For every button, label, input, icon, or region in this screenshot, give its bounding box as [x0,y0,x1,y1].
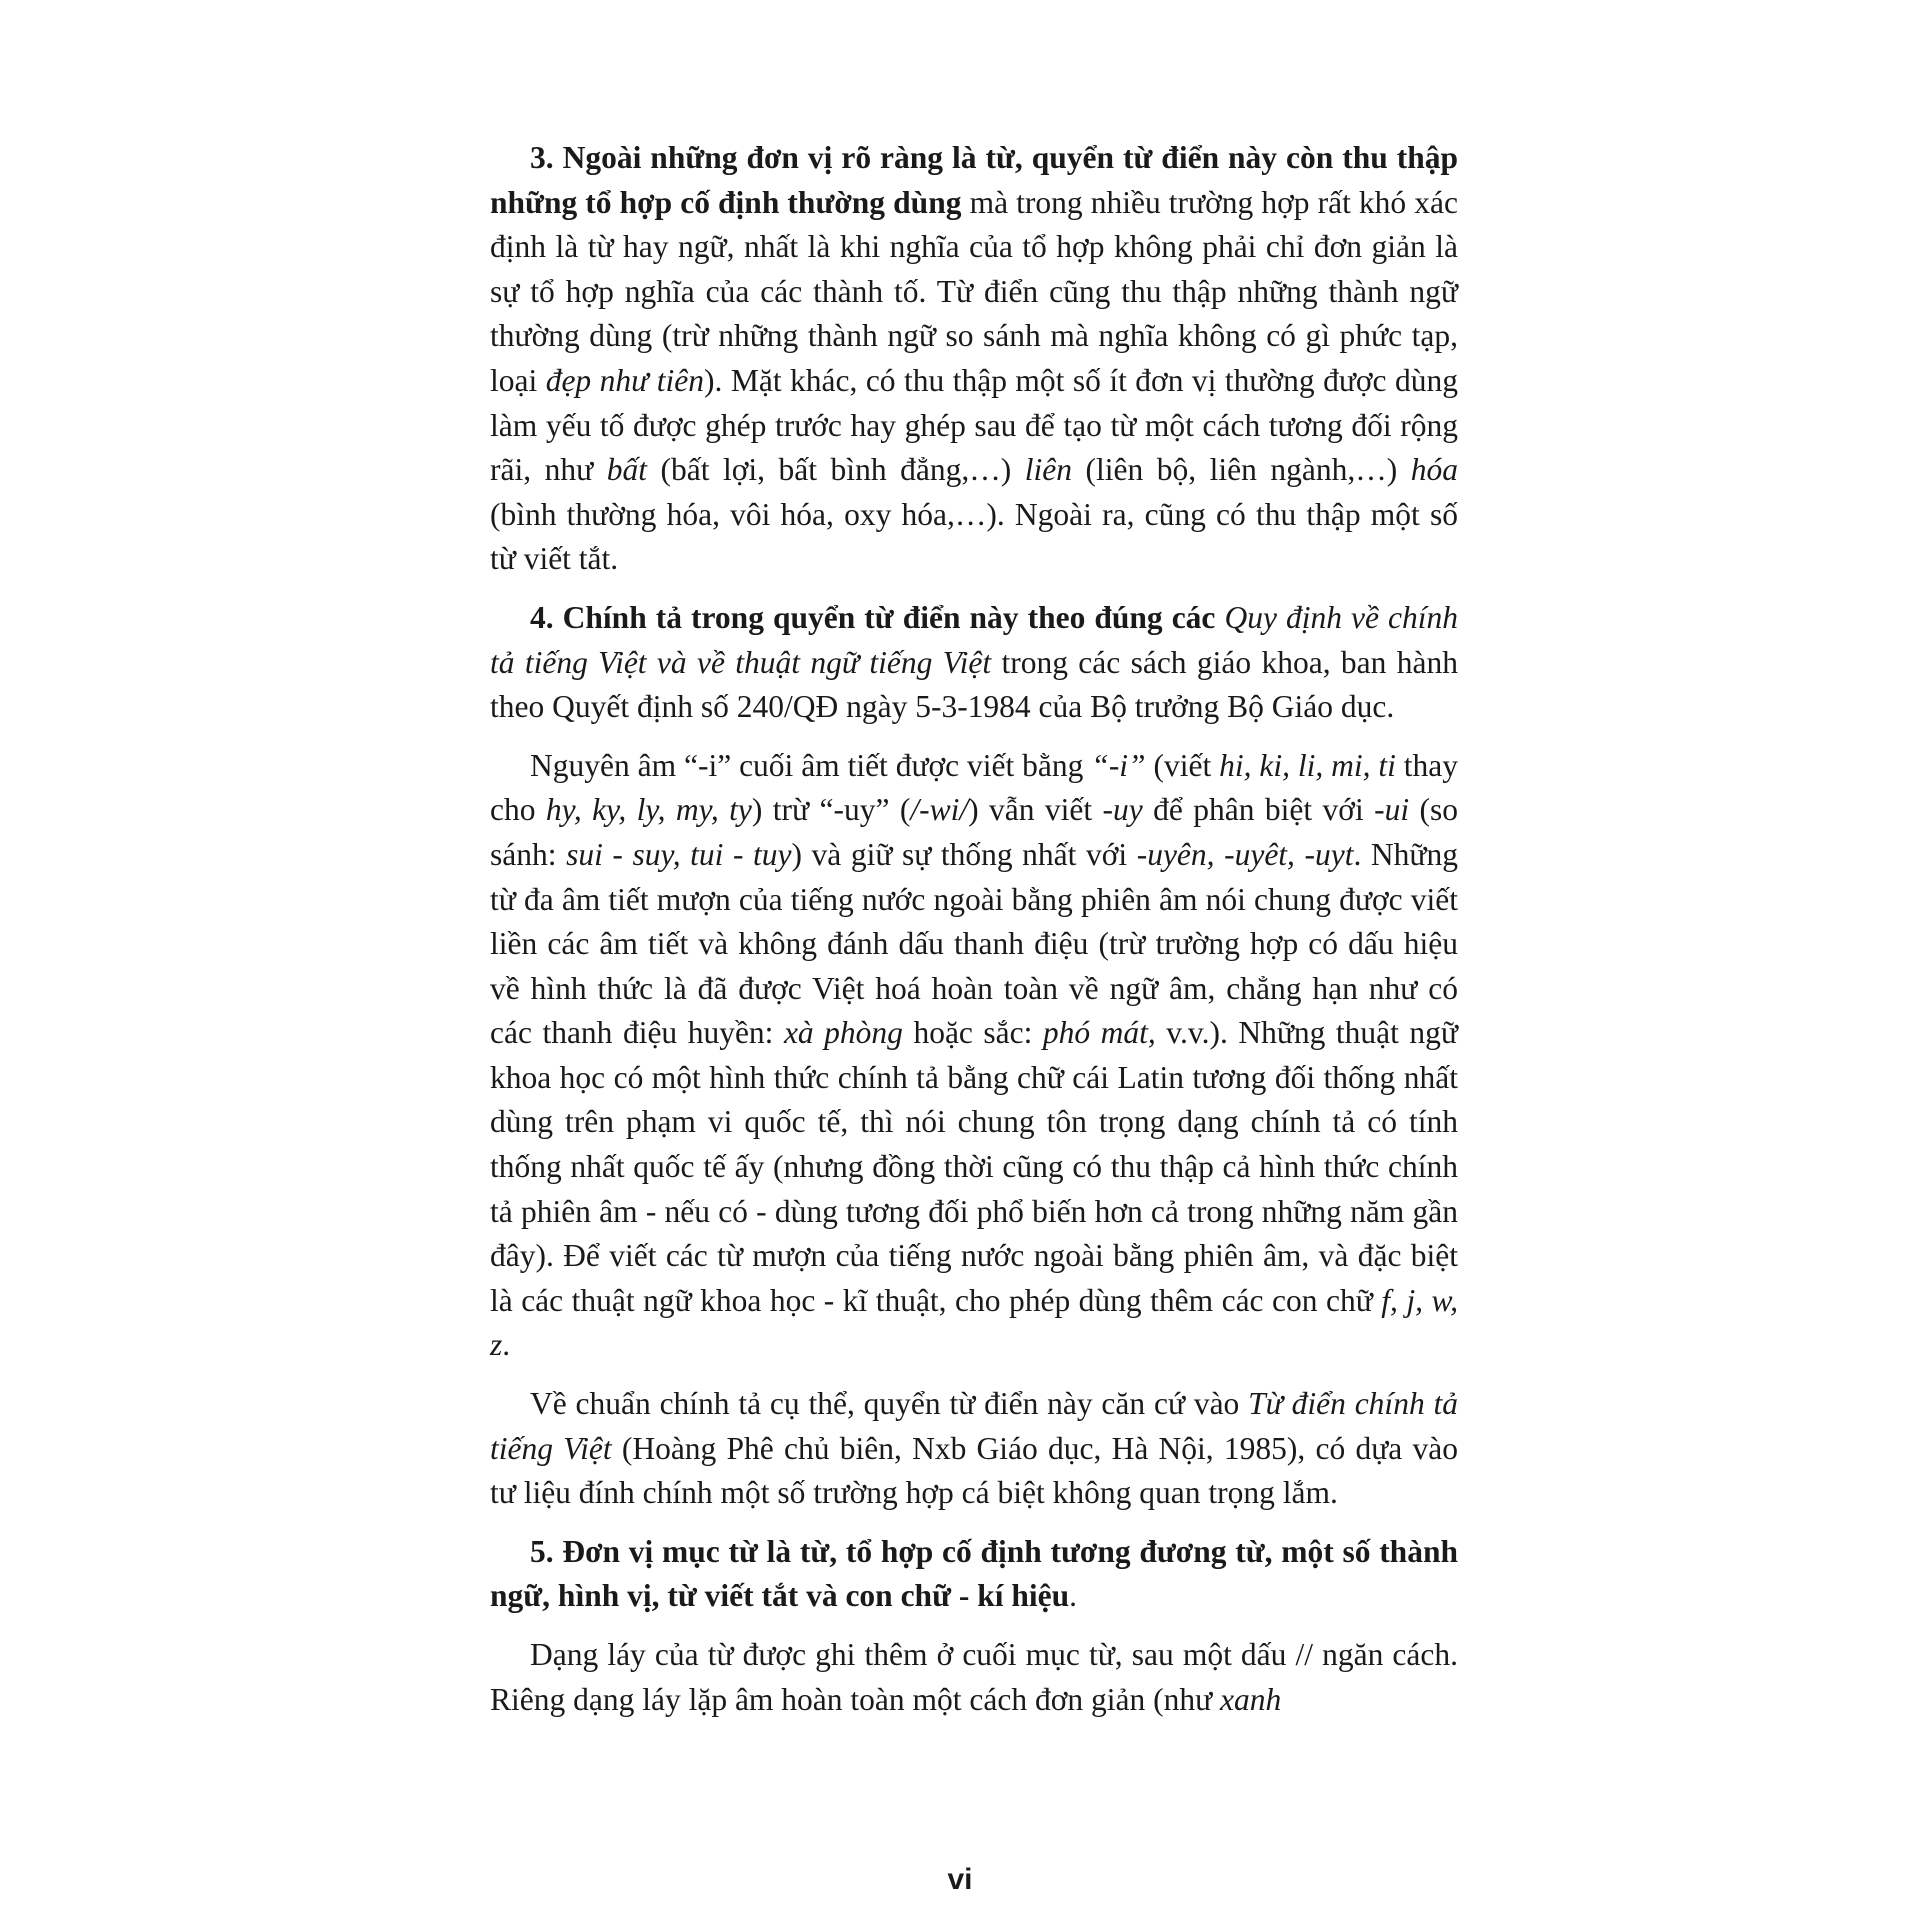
text-run: xà phòng [783,1015,903,1051]
text-run: v.v.). Những thuật ngữ khoa học có một hình thức chính tả bằng chữ cái Latin tương đối thống nhất dùng trên phạm vi quốc tế, thì nói chung tôn trọng dạng chính tả có tính thống nhất quốc tế ấy (nhưng đồng thời cũng có thu thập cả hình thức chính tả phiên âm - nếu có - dùng tương đối phổ biến hơn cả trong những năm gần đây). Để viết các từ mượn của tiếng nước ngoài bằng phiên âm, và đặc biệt là các thuật ngữ khoa học - kĩ thuật, cho phép dùng thêm các con chữ [490,1015,1458,1318]
text-run: Từ điển chính tả tiếng Việt [490,1386,1459,1466]
text-run: Về chuẩn chính tả cụ thể, quyển từ điển này căn cứ vào [530,1386,1249,1422]
text-run: đẹp như tiên [545,362,705,398]
text-run: 5. Đơn vị mục từ là từ, tổ hợp cố định tương đương từ, một số thành ngữ, hình vị, từ viết tắt và con chữ - kí hiệu [490,1533,1458,1614]
text-run: (bình thường hóa, vôi hóa, oxy hóa,…). Ngoài ra, cũng có thu thập một số từ viết tắt. [490,496,1458,577]
body-paragraph [490,1633,1458,1722]
numbered-paragraph [490,596,1458,730]
text-run: ). Mặt khác, có thu thập một số ít đơn vị thường được dùng làm yếu tố được ghép trước hay ghép sau để tạo từ một cách tương đối rộng rãi, như [490,362,1458,488]
text-run: mà trong nhiều trường hợp rất khó xác định là từ hay ngữ, nhất là khi nghĩa của tổ hợp không phải chỉ đơn giản là sự tổ hợp nghĩa của các thành tố. Từ điển cũng thu thập những thành ngữ thường dùng (trừ những thành ngữ so sánh mà nghĩa không có gì phức tạp, loại [490,184,1458,398]
text-run: -uyên, -uyêt, -uyt [1136,836,1354,872]
text-run: -ui [1374,792,1410,828]
text-run: . Những từ đa âm tiết mượn của tiếng nước ngoài bằng phiên âm nói chung được viết liền các âm tiết và không đánh dấu thanh điệu (trừ trường hợp có dấu hiệu về hình thức là đã được Việt hoá hoàn toàn về ngữ âm, chẳng hạn như có các thanh điệu huyền: [490,836,1458,1051]
text-run: hóa [1410,452,1459,488]
text-run: Nguyên âm “-i” cuối âm tiết được viết bằng [530,747,1092,783]
text-run: phó mát, [1042,1015,1156,1051]
body-paragraph [490,744,1458,1368]
text-run: /-wi/ [910,792,969,828]
page-number: vi [947,1863,973,1896]
text-run: xanh [1220,1681,1282,1717]
text-run: -uy [1102,792,1143,828]
text-run: ) và giữ sự thống nhất với [791,836,1137,872]
text-run: (so sánh: [490,792,1459,872]
text-run: bất [606,452,647,488]
text-run: sui - suy, tui - tuy [566,836,792,872]
text-run: để phân biệt với [1142,792,1375,828]
text-run: . [1069,1578,1078,1614]
text-run: . [502,1327,511,1363]
text-run: hy, ky, ly, my, ty [545,792,752,828]
text-run: 3. Ngoài những đơn vị rõ ràng là từ, quyển từ điển này còn thu thập những tổ hợp cố định thường dùng [490,140,1458,220]
text-run: trong các sách giáo khoa, ban hành theo Quyết định số 240/QĐ ngày 5-3-1984 của Bộ trưởng Bộ Giáo dục. [490,644,1458,725]
text-run: (viết [1145,747,1220,783]
text-column [490,128,1458,1736]
text-run: (bất lợi, bất bình đẳng,…) [646,452,1025,488]
body-paragraph [490,1382,1458,1516]
text-run: (liên bộ, liên ngành,…) [1071,452,1411,488]
numbered-paragraph [490,136,1458,582]
text-run: hi, ki, li, mi, ti [1219,747,1396,783]
text-run: ) vẫn viết [968,792,1103,828]
text-run: f, j, w, z [490,1282,1458,1363]
text-run: Dạng láy của từ được ghi thêm ở cuối mục từ, sau một dấu // ngăn cách. Riêng dạng láy lặp âm hoàn toàn một cách đơn giản (như [490,1637,1458,1717]
numbered-paragraph [490,1530,1458,1619]
text-run: ) trừ “-uy” ( [751,792,911,828]
text-run: thay cho [490,747,1458,828]
text-run: (Hoàng Phê chủ biên, Nxb Giáo dục, Hà Nội, 1985), có dựa vào tư liệu đính chính một số trường hợp cá biệt không quan trọng lắm. [490,1430,1458,1511]
text-run: “-i” [1091,747,1146,783]
text-run: hoặc sắc: [902,1015,1043,1051]
text-run: 4. Chính tả trong quyển từ điển này theo đúng các [530,599,1225,635]
text-run: Quy định về chính tả tiếng Việt và về thuật ngữ tiếng Việt [490,599,1458,680]
text-run: liên [1024,452,1072,488]
